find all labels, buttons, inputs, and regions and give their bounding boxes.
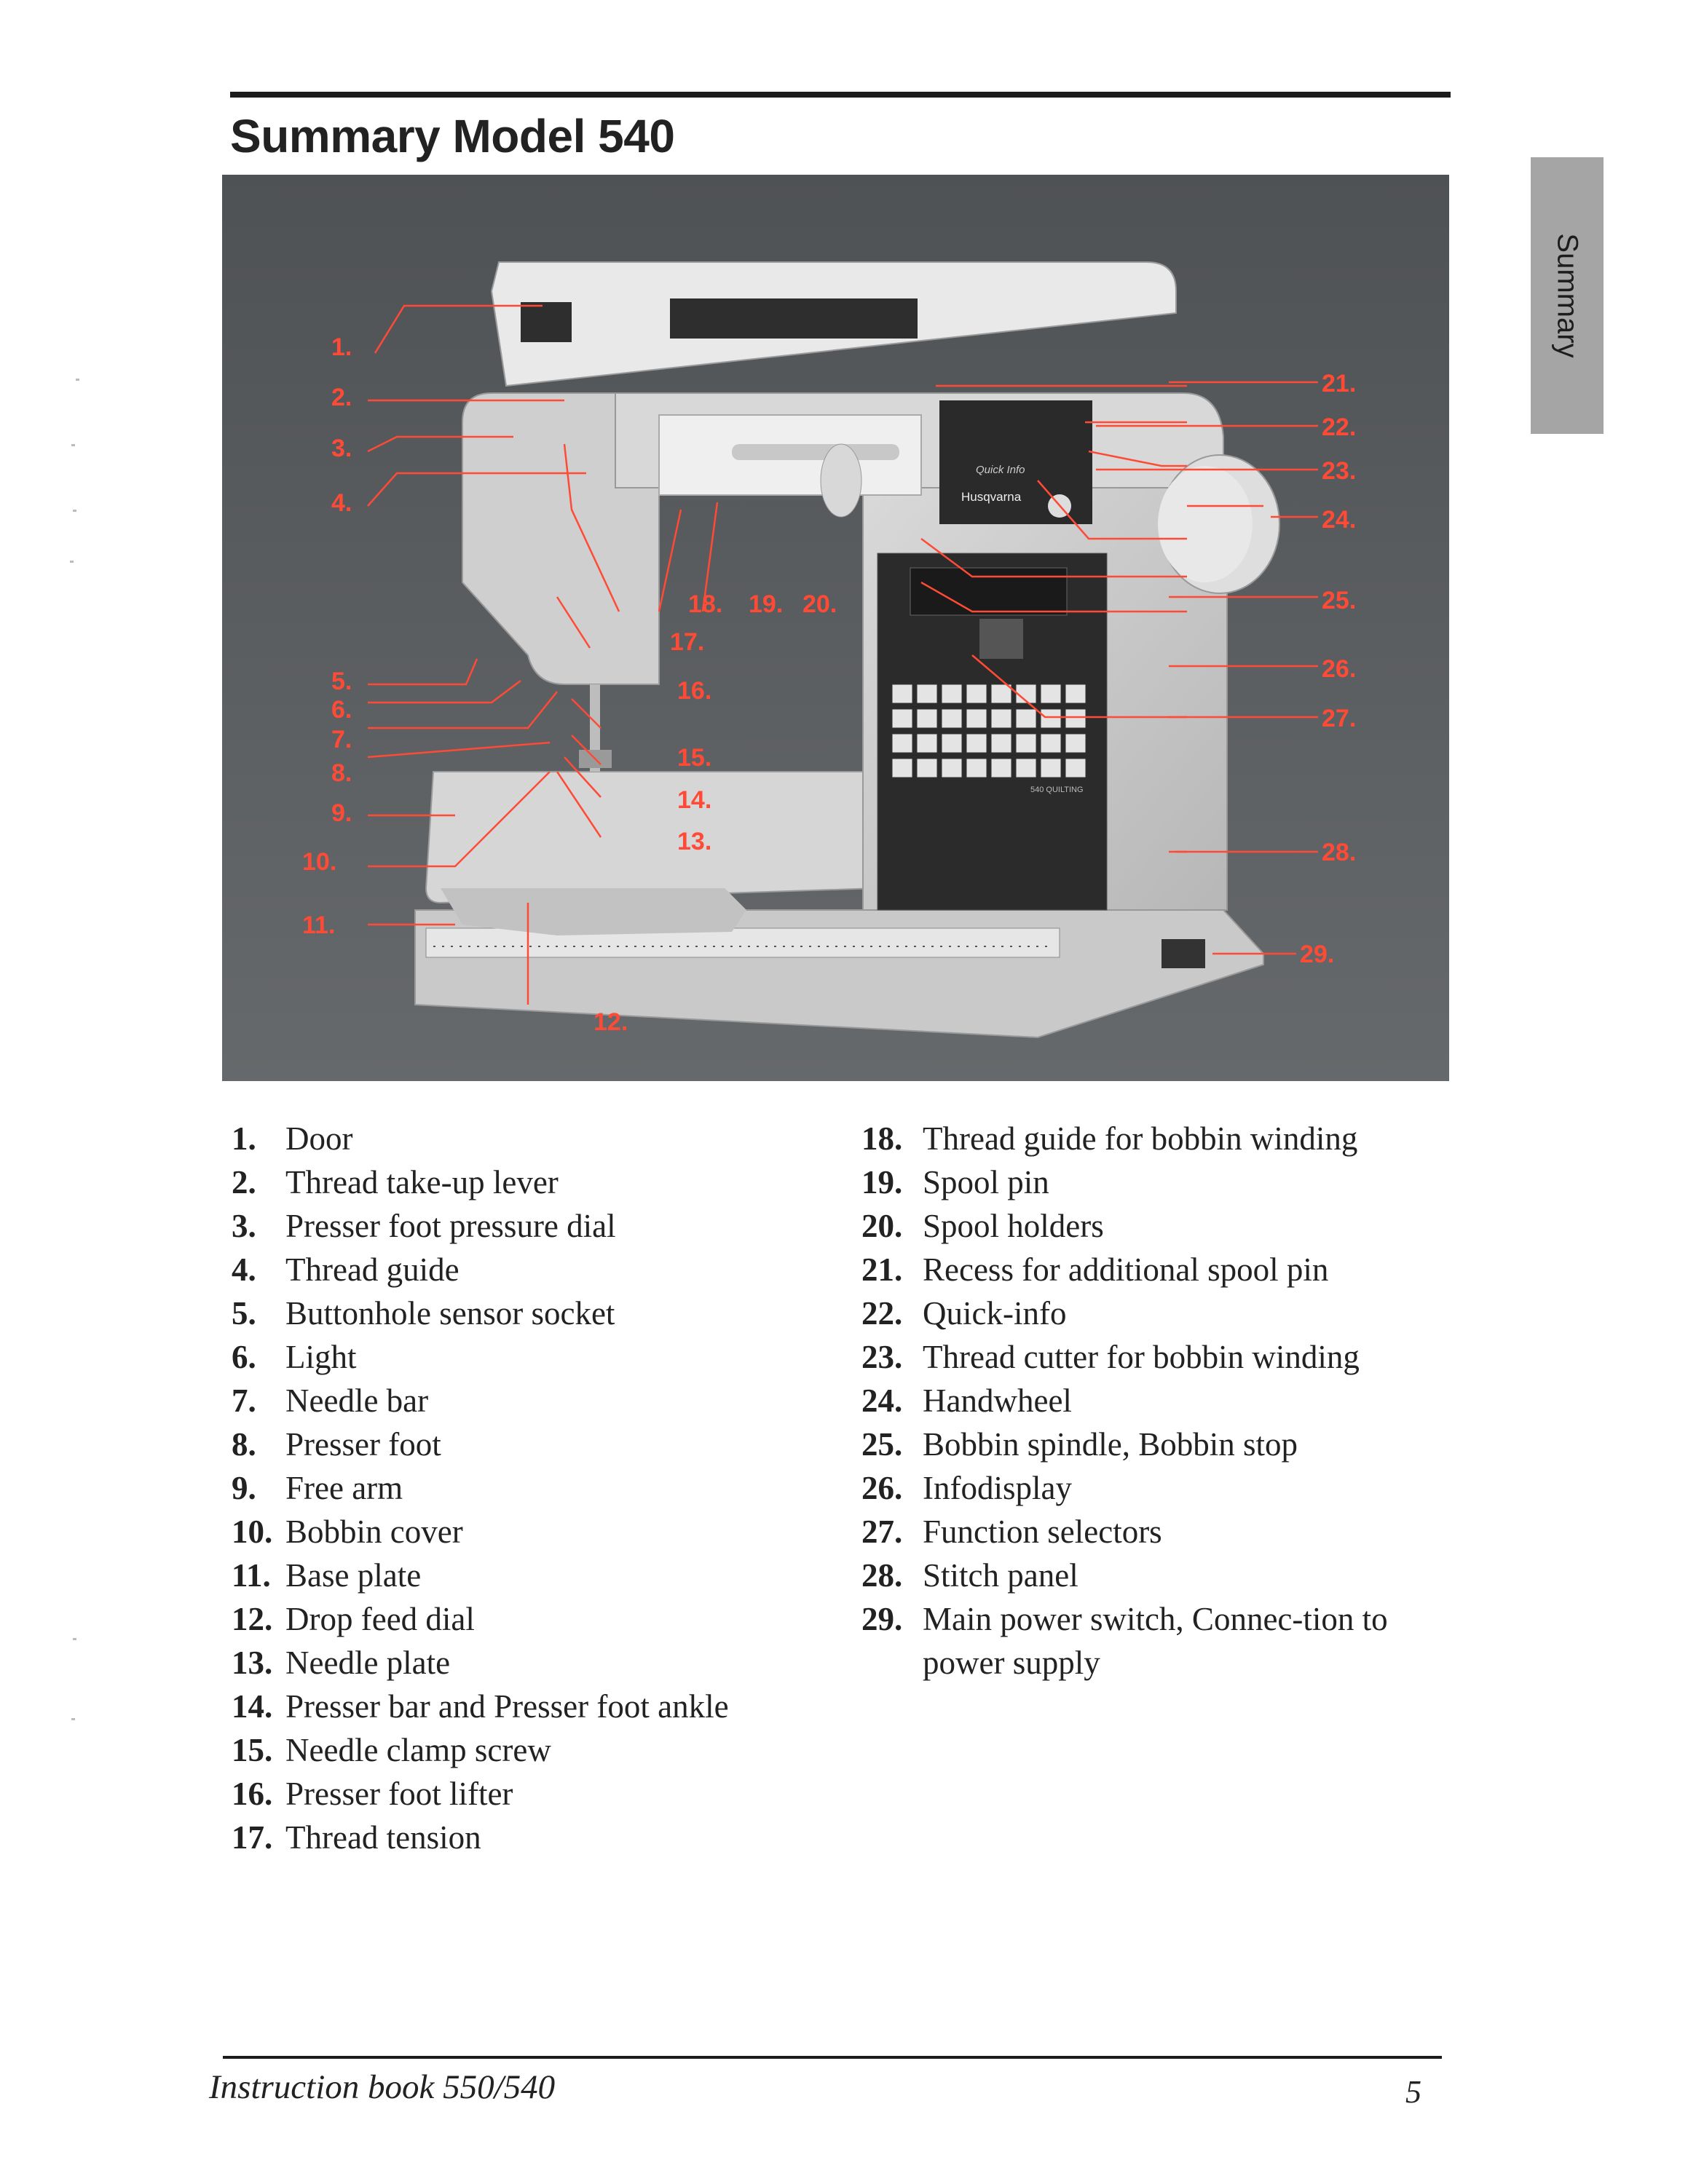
callout-12: 12. bbox=[593, 1008, 628, 1036]
list-item bbox=[232, 1728, 785, 1772]
item-text: Drop feed dial bbox=[285, 1601, 475, 1637]
list-item bbox=[861, 1291, 1444, 1335]
item-text: Needle bar bbox=[285, 1382, 429, 1419]
item-text: Presser foot lifter bbox=[285, 1776, 513, 1812]
callout-7: 7. bbox=[331, 726, 352, 753]
item-number: 4. bbox=[232, 1251, 256, 1288]
list-item bbox=[861, 1597, 1444, 1685]
list-item bbox=[861, 1204, 1444, 1248]
callout-1: 1. bbox=[331, 333, 352, 361]
item-text: Infodisplay bbox=[923, 1470, 1072, 1506]
list-item bbox=[232, 1772, 785, 1816]
item-number: 16. bbox=[232, 1776, 273, 1812]
list-item bbox=[861, 1510, 1444, 1554]
stitch-panel-model-label: 540 QUILTING bbox=[1030, 786, 1084, 794]
item-number: 7. bbox=[232, 1382, 256, 1419]
callout-28: 28. bbox=[1322, 839, 1357, 866]
item-number: 15. bbox=[232, 1732, 273, 1768]
item-text: Door bbox=[285, 1120, 353, 1157]
item-text: Spool pin bbox=[923, 1164, 1049, 1200]
item-number: 10. bbox=[232, 1514, 273, 1550]
callout-4: 4. bbox=[331, 489, 352, 517]
list-item bbox=[861, 1117, 1444, 1160]
list-item bbox=[232, 1291, 785, 1335]
item-number: 8. bbox=[232, 1426, 256, 1463]
list-item bbox=[861, 1554, 1444, 1597]
item-text: Thread cutter for bobbin winding bbox=[923, 1339, 1360, 1375]
item-text: Presser bar and Presser foot ankle bbox=[285, 1688, 729, 1725]
item-text: Function selectors bbox=[923, 1514, 1162, 1550]
section-tab-summary[interactable] bbox=[1531, 157, 1604, 434]
sewing-machine-illustration bbox=[222, 175, 1449, 1081]
brand-label: Husqvarna bbox=[961, 490, 1022, 504]
scan-speck bbox=[70, 561, 74, 563]
item-text: Bobbin cover bbox=[285, 1514, 463, 1550]
item-text: Presser foot pressure dial bbox=[285, 1208, 616, 1244]
sewing-machine-photo bbox=[222, 175, 1449, 1081]
item-number: 18. bbox=[861, 1120, 903, 1157]
item-text: Handwheel bbox=[923, 1382, 1072, 1419]
callout-9: 9. bbox=[331, 799, 352, 827]
item-number: 17. bbox=[232, 1819, 273, 1856]
callout-26: 26. bbox=[1322, 655, 1357, 683]
footer-book-title: Instruction book 550/540 bbox=[209, 2068, 556, 2106]
scan-speck bbox=[71, 1718, 75, 1720]
list-item bbox=[232, 1423, 785, 1466]
item-text: Presser foot bbox=[285, 1426, 441, 1463]
item-text: Needle plate bbox=[285, 1645, 451, 1681]
callout-16: 16. bbox=[677, 677, 712, 705]
item-number: 2. bbox=[232, 1164, 256, 1200]
list-item bbox=[232, 1597, 785, 1641]
list-item bbox=[232, 1117, 785, 1160]
callout-5: 5. bbox=[331, 668, 352, 695]
page-title: Summary Model 540 bbox=[230, 110, 675, 162]
item-text: Buttonhole sensor socket bbox=[285, 1295, 615, 1332]
list-item bbox=[232, 1160, 785, 1204]
item-number: 11. bbox=[232, 1557, 271, 1594]
callout-19: 19. bbox=[749, 590, 784, 618]
item-text: Main power switch, Connec-tion to power supply bbox=[923, 1601, 1388, 1681]
list-item bbox=[232, 1685, 785, 1728]
quick-info-label: Quick Info bbox=[976, 464, 1025, 476]
list-item bbox=[232, 1248, 785, 1291]
callout-6: 6. bbox=[331, 696, 352, 724]
callout-20: 20. bbox=[802, 590, 837, 618]
list-item bbox=[861, 1423, 1444, 1466]
scan-speck bbox=[71, 444, 75, 446]
callout-15: 15. bbox=[677, 744, 712, 772]
list-item bbox=[861, 1248, 1444, 1291]
scan-speck bbox=[73, 510, 76, 512]
item-number: 26. bbox=[861, 1470, 903, 1506]
list-item bbox=[232, 1641, 785, 1685]
callout-22: 22. bbox=[1322, 414, 1357, 441]
callout-14: 14. bbox=[677, 786, 712, 814]
list-item bbox=[861, 1160, 1444, 1204]
item-number: 21. bbox=[861, 1251, 903, 1288]
item-number: 14. bbox=[232, 1688, 273, 1725]
item-number: 24. bbox=[861, 1382, 903, 1419]
page-number: 5 bbox=[1405, 2074, 1421, 2110]
section-tab-label: Summary bbox=[1551, 233, 1584, 358]
item-text: Thread guide for bobbin winding bbox=[923, 1120, 1358, 1157]
item-number: 1. bbox=[232, 1120, 256, 1157]
item-text: Thread guide bbox=[285, 1251, 460, 1288]
item-number: 22. bbox=[861, 1295, 903, 1332]
callout-8: 8. bbox=[331, 759, 352, 787]
top-rule bbox=[230, 92, 1451, 98]
item-text: Free arm bbox=[285, 1470, 403, 1506]
callout-2: 2. bbox=[331, 384, 352, 411]
item-number: 13. bbox=[232, 1645, 273, 1681]
list-item bbox=[232, 1816, 785, 1859]
callout-25: 25. bbox=[1322, 587, 1357, 614]
callout-21: 21. bbox=[1322, 370, 1357, 397]
parts-list-right bbox=[861, 1117, 1444, 1685]
list-item bbox=[861, 1466, 1444, 1510]
item-number: 20. bbox=[861, 1208, 903, 1244]
item-text: Thread tension bbox=[285, 1819, 481, 1856]
item-text: Needle clamp screw bbox=[285, 1732, 551, 1768]
callout-10: 10. bbox=[302, 848, 337, 876]
callout-23: 23. bbox=[1322, 457, 1357, 485]
callout-13: 13. bbox=[677, 828, 712, 855]
list-item bbox=[232, 1204, 785, 1248]
item-number: 9. bbox=[232, 1470, 256, 1506]
scan-speck bbox=[76, 379, 79, 381]
list-item bbox=[232, 1466, 785, 1510]
item-number: 27. bbox=[861, 1514, 903, 1550]
item-number: 23. bbox=[861, 1339, 903, 1375]
list-item bbox=[232, 1335, 785, 1379]
item-text: Thread take-up lever bbox=[285, 1164, 559, 1200]
item-number: 12. bbox=[232, 1601, 273, 1637]
item-number: 19. bbox=[861, 1164, 903, 1200]
item-number: 3. bbox=[232, 1208, 256, 1244]
item-number: 6. bbox=[232, 1339, 256, 1375]
list-item bbox=[861, 1335, 1444, 1379]
list-item bbox=[232, 1554, 785, 1597]
callout-24: 24. bbox=[1322, 506, 1357, 534]
callout-3: 3. bbox=[331, 435, 352, 462]
item-number: 29. bbox=[861, 1601, 903, 1637]
item-text: Bobbin spindle, Bobbin stop bbox=[923, 1426, 1298, 1463]
item-number: 28. bbox=[861, 1557, 903, 1594]
bottom-rule bbox=[223, 2056, 1442, 2059]
item-number: 25. bbox=[861, 1426, 903, 1463]
item-text: Base plate bbox=[285, 1557, 422, 1594]
item-text: Stitch panel bbox=[923, 1557, 1078, 1594]
parts-list-left bbox=[232, 1117, 785, 1859]
item-text: Light bbox=[285, 1339, 357, 1375]
item-number: 5. bbox=[232, 1295, 256, 1332]
list-item bbox=[232, 1379, 785, 1423]
callout-18: 18. bbox=[688, 590, 723, 618]
callout-17: 17. bbox=[670, 628, 705, 656]
callout-29: 29. bbox=[1300, 941, 1335, 968]
scan-speck bbox=[73, 1638, 76, 1640]
list-item bbox=[232, 1510, 785, 1554]
item-text: Recess for additional spool pin bbox=[923, 1251, 1329, 1288]
callout-27: 27. bbox=[1322, 705, 1357, 732]
item-text: Spool holders bbox=[923, 1208, 1104, 1244]
list-item bbox=[861, 1379, 1444, 1423]
item-text: Quick-info bbox=[923, 1295, 1067, 1332]
callout-11: 11. bbox=[302, 911, 336, 939]
